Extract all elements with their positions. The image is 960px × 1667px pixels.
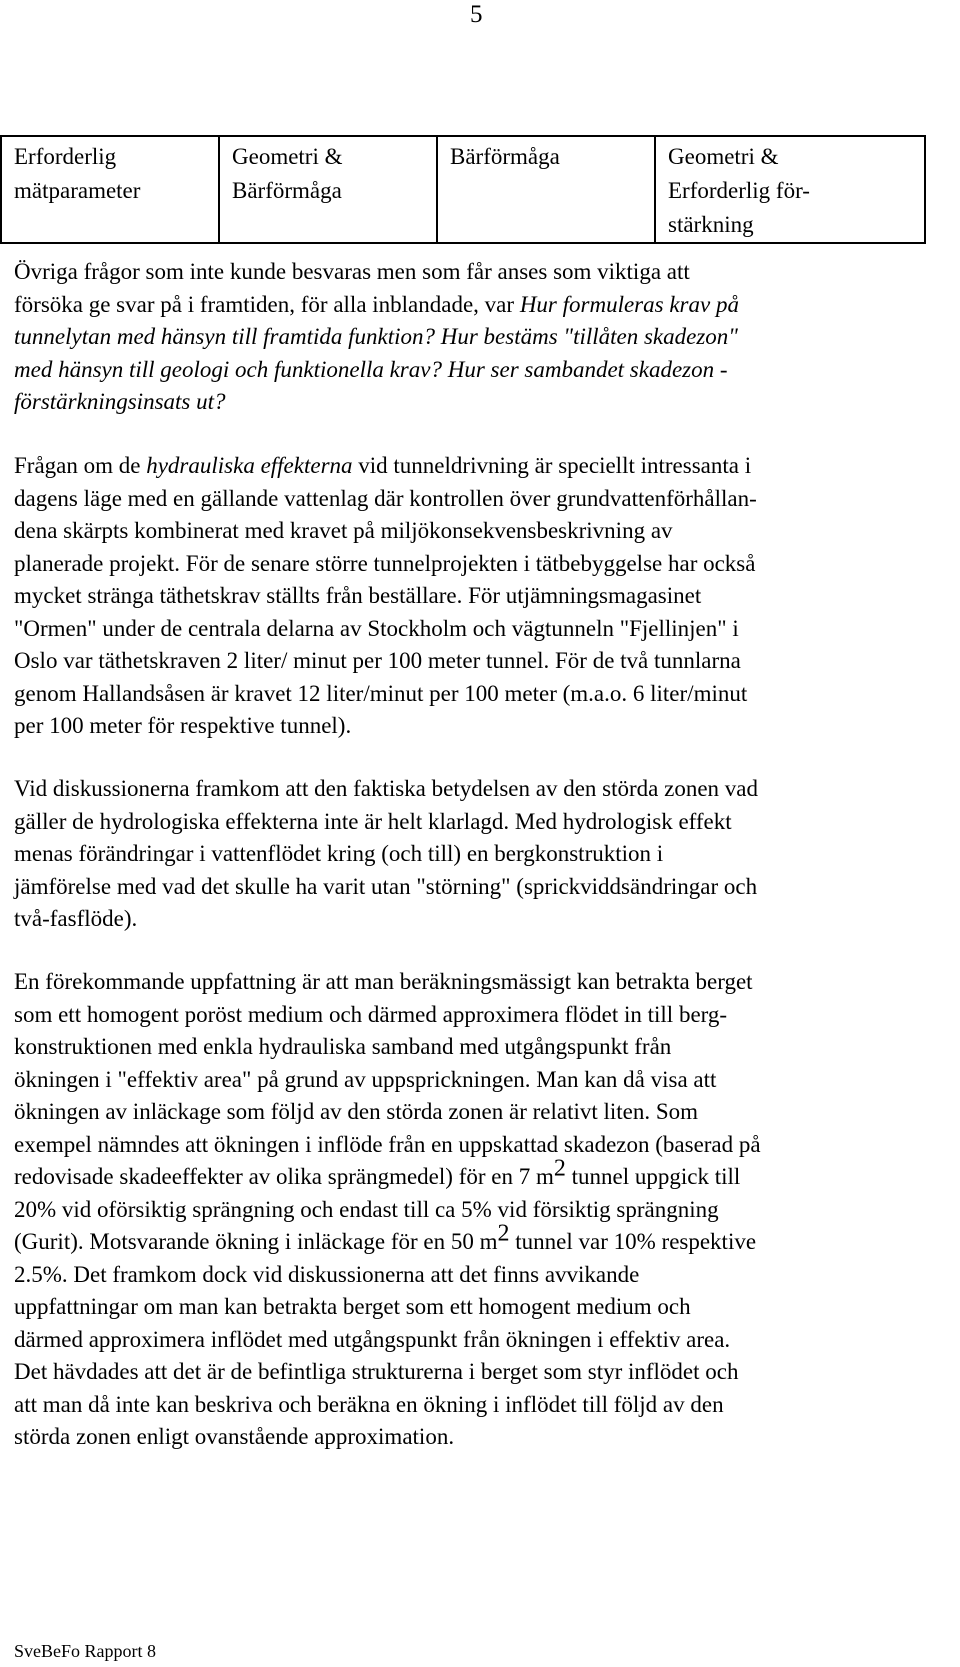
text-line: störda zonen enligt ovanstående approximation. bbox=[14, 1424, 455, 1449]
cell-line: Geometri & bbox=[232, 144, 343, 169]
text-line: ökningen av inläckage som följd av den störda zonen är relativt liten. Som bbox=[14, 1099, 699, 1124]
text-line: jämförelse med vad det skulle ha varit utan "störning" (sprickviddsändringar och bbox=[14, 873, 758, 899]
text-line: Övriga frågor som inte kunde besvaras men som får anses som viktiga att bbox=[14, 259, 690, 284]
text-line: konstruktionen med enkla hydrauliska samband med utgångspunkt från bbox=[14, 1034, 672, 1059]
cell-line: Geometri & bbox=[668, 144, 779, 169]
table-row bbox=[1, 136, 925, 243]
text-line: tunnelytan med hänsyn till framtida funktion? Hur bestäms "tillåten skadezon" bbox=[14, 324, 738, 349]
text-line: dena skärpts kombinerat med kravet på miljökonsekvensbeskrivning av bbox=[14, 518, 673, 543]
paragraph-porous-medium bbox=[14, 966, 944, 1454]
text-line: med hänsyn till geologi och funktionella krav? Hur ser sambandet skadezon - bbox=[14, 356, 728, 382]
header-table bbox=[0, 135, 926, 244]
table-header-cell bbox=[1, 136, 219, 243]
text-line: 20% vid oförsiktig sprängning och endast till ca 5% vid försiktig sprängning bbox=[14, 1196, 719, 1222]
text-line: per 100 meter för respektive tunnel). bbox=[14, 713, 352, 738]
text-line: genom Hallandsåsen är kravet 12 liter/minut per 100 meter (m.a.o. 6 liter/minut bbox=[14, 680, 748, 706]
footer-report-name: SveBeFo Rapport 8 bbox=[14, 1641, 156, 1661]
table-header-cell bbox=[219, 136, 437, 243]
superscript: 2 bbox=[497, 1220, 510, 1247]
text-line: dagens läge med en gällande vattenlag där kontrollen över grundvattenförhållan- bbox=[14, 485, 757, 511]
text-line: gäller de hydrologiska effekterna inte är helt klarlagd. Med hydrologisk effekt bbox=[14, 808, 732, 834]
text-line: att man då inte kan beskriva och beräkna en ökning i inflödet till följd av den bbox=[14, 1391, 724, 1417]
page-number: 5 bbox=[470, 1, 483, 28]
text-line: därmed approximera inflödet med utgångspunkt från ökningen i effektiv area. bbox=[14, 1326, 731, 1352]
text-line: som ett homogent poröst medium och därmed approximera flödet in till berg- bbox=[14, 1001, 728, 1027]
cell-line: Bärförmåga bbox=[232, 178, 342, 203]
text-line: Vid diskussionerna framkom att den faktiska betydelsen av den störda zonen vad bbox=[14, 776, 758, 801]
text-line: uppfattningar om man kan betrakta berget som ett homogent medium och bbox=[14, 1294, 691, 1319]
text-line: ökningen i "effektiv area" på grund av uppsprickningen. Man kan då visa att bbox=[14, 1066, 717, 1092]
text-line: Frågan om de hydrauliska effekterna vid tunneldrivning är speciellt intressanta i bbox=[14, 453, 752, 478]
cell-line: Erforderlig bbox=[14, 144, 117, 169]
text-line: förstärkningsinsats ut? bbox=[14, 389, 226, 414]
cell-line: Bärförmåga bbox=[450, 144, 560, 169]
text-line: 2.5%. Det framkom dock vid diskussionerna att det finns avvikande bbox=[14, 1261, 640, 1287]
table-header-cell bbox=[437, 136, 655, 243]
paragraph-disturbed-zone bbox=[14, 773, 944, 936]
text-line: "Ormen" under de centrala delarna av Stockholm och vägtunneln "Fjellinjen" i bbox=[14, 615, 739, 641]
text-line: Det hävdades att det är de befintliga strukturerna i berget som styr inflödet och bbox=[14, 1359, 739, 1384]
table-header-cell bbox=[655, 136, 925, 243]
text-line: Oslo var täthetskraven 2 liter/ minut per 100 meter tunnel. För de två tunnlarna bbox=[14, 648, 741, 673]
paragraph-open-questions bbox=[14, 256, 944, 419]
text-line: (Gurit). Motsvarande ökning i inläckage för en 50 $m^2$ tunnel var 10% respektive bbox=[14, 1220, 757, 1254]
text-line: exempel nämndes att ökningen i inflöde från en uppskattad skadezon (baserad på bbox=[14, 1131, 761, 1157]
text-line: mycket stränga täthetskrav ställts från beställare. För utjämningsmagasinet bbox=[14, 583, 702, 608]
text-line: försöka ge svar på i framtiden, för alla inblandade, var Hur formuleras krav på bbox=[14, 291, 739, 317]
cell-line: Erforderlig för- bbox=[668, 178, 810, 203]
text-line: två-fasflöde). bbox=[14, 906, 138, 931]
text-line: planerade projekt. För de senare större tunnelprojekten i tätbebyggelse har också bbox=[14, 550, 756, 576]
text-line: En förekommande uppfattning är att man beräkningsmässigt kan betrakta berget bbox=[14, 969, 753, 994]
superscript: 2 bbox=[553, 1155, 566, 1182]
text-line: redovisade skadeeffekter av olika sprängmedel) för en 7 $m^2$ tunnel uppgick till bbox=[14, 1155, 741, 1189]
paragraph-hydraulic-effects bbox=[14, 450, 944, 743]
text-line: menas förändringar i vattenflödet kring (och till) en bergkonstruktion i bbox=[14, 841, 664, 866]
cell-line: mätparameter bbox=[14, 178, 141, 203]
cell-line: stärkning bbox=[668, 212, 754, 237]
